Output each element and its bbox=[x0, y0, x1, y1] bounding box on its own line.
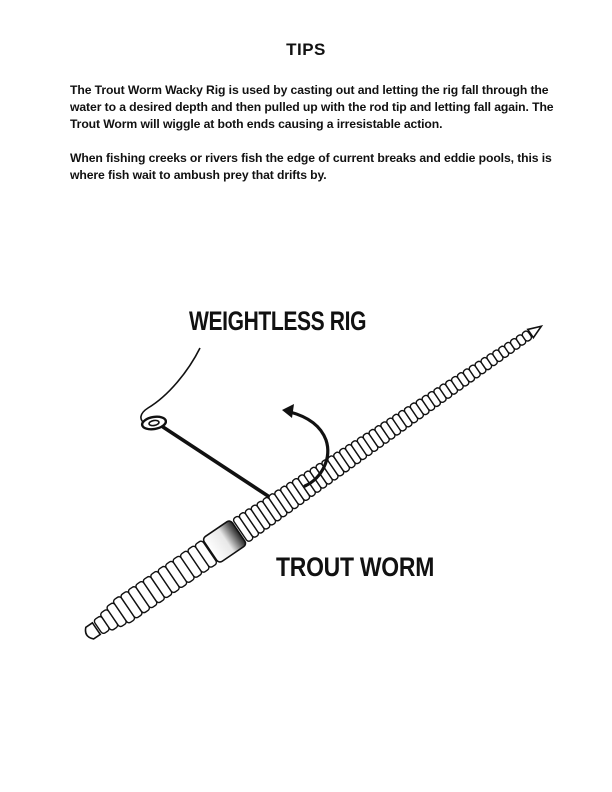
weightless-rig-label: WEIGHTLESS RIG bbox=[189, 306, 367, 336]
tip-paragraph-2: When fishing creeks or rivers fish the edge of current breaks and eddie pools, this is where fish wait to ambush prey that drifts by. bbox=[70, 151, 552, 182]
trout-worm-label: TROUT WORM bbox=[276, 552, 435, 582]
page-title: TIPS bbox=[286, 40, 326, 59]
fishing-line-icon bbox=[141, 348, 200, 424]
tip-paragraph-1: The Trout Worm Wacky Rig is used by casting out and letting the rig fall through the water to a desired depth and then pulled up with the rod tip and letting fall again. The Trout Worm will wiggle at both ends causing a irresistable action. bbox=[70, 83, 554, 131]
